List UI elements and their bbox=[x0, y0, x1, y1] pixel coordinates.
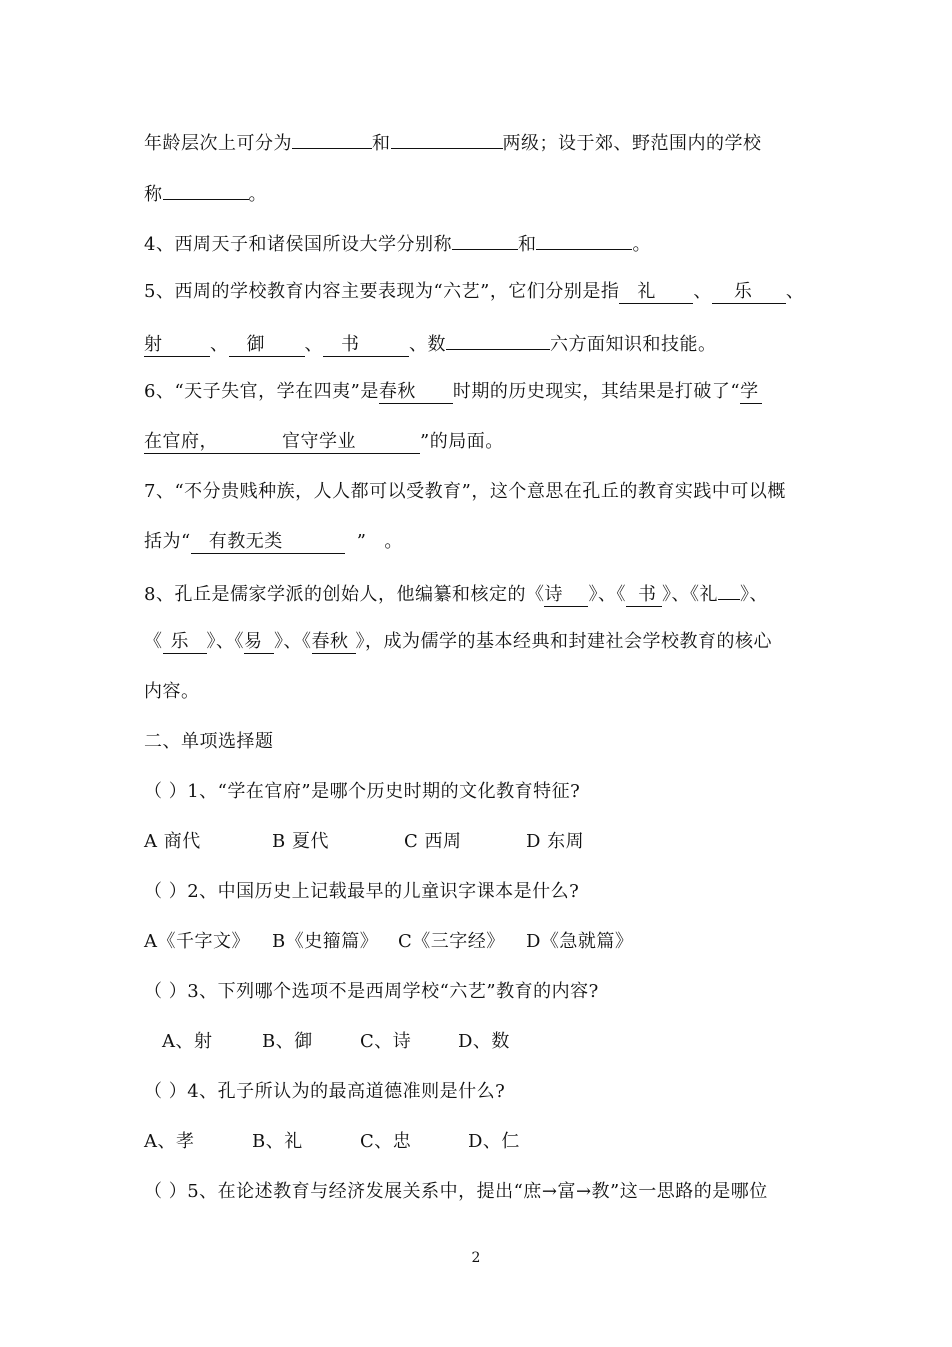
q8-text-1: 8、孔丘是儒家学派的创始人，他编纂和核定的《 bbox=[144, 584, 545, 605]
q4-text-3: 。 bbox=[632, 234, 651, 255]
q7-line1 bbox=[144, 477, 786, 507]
mc-q3-option-b[interactable]: B、御 bbox=[262, 1031, 313, 1052]
mc-q1-option-b[interactable]: B 夏代 bbox=[272, 831, 329, 852]
q5-answer-1[interactable] bbox=[619, 281, 693, 304]
q8-sep-1: 》、《 bbox=[588, 584, 626, 605]
q8-sep-5: 》、《 bbox=[274, 631, 312, 652]
q5-answer-5-text: 书 bbox=[341, 334, 360, 355]
q5-answer-4[interactable] bbox=[229, 334, 305, 357]
q8-answer-3[interactable] bbox=[718, 577, 740, 600]
mc-q1-option-c[interactable]: C 西周 bbox=[404, 831, 462, 852]
q5-answer-2[interactable] bbox=[712, 281, 786, 304]
mc-q3-options bbox=[144, 1027, 510, 1057]
q8-sep-4: 》、《 bbox=[206, 631, 244, 652]
q5-answer-1-text: 礼 bbox=[637, 281, 656, 302]
mc-q1-option-d[interactable]: D 东周 bbox=[526, 831, 585, 852]
q3-blank-3[interactable] bbox=[163, 177, 249, 200]
q5-answer-3-text: 射 bbox=[144, 334, 163, 355]
q5-text-1: 5、西周的学校教育内容主要表现为“六艺”，它们分别是指 bbox=[144, 281, 620, 302]
q3-text-1: 年龄层次上可分为 bbox=[144, 133, 292, 154]
q6-text-1: 6、“天子失官，学在四夷”是 bbox=[144, 381, 379, 402]
q8-answer-1-text: 诗 bbox=[544, 584, 563, 605]
q7-text-1: 7、“不分贵贱种族，人人都可以受教育”，这个意思在孔丘的教育实践中可以概 bbox=[144, 481, 786, 502]
mc-q2-options bbox=[144, 927, 633, 957]
q8-text-2: 《 bbox=[144, 631, 163, 652]
q3-text-4: 称 bbox=[144, 184, 163, 205]
q8-answer-2[interactable] bbox=[626, 584, 662, 607]
mc-q1-options bbox=[144, 827, 584, 857]
q5-answer-3[interactable] bbox=[144, 334, 210, 357]
q7-answer-1[interactable] bbox=[191, 531, 345, 554]
q8-sep-3: 》、 bbox=[739, 584, 768, 605]
q5-sep-3: 、 bbox=[210, 334, 229, 355]
q3-cont-line1 bbox=[144, 126, 762, 156]
q4-text-1: 4、西周天子和诸侯国所设大学分别称 bbox=[144, 234, 452, 255]
q5-sep-1: 、 bbox=[693, 281, 712, 302]
q6-answer-2a[interactable] bbox=[740, 381, 762, 404]
q6-answer-2a-text: 学 bbox=[740, 381, 759, 402]
q5-sep-4: 、 bbox=[304, 334, 323, 355]
mc-q3-option-c[interactable]: C、诗 bbox=[360, 1031, 412, 1052]
q6-answer-2b-text2: 官守学业 bbox=[282, 431, 356, 452]
q5-answer-2-text: 乐 bbox=[733, 281, 753, 302]
q3-blank-2[interactable] bbox=[391, 126, 503, 149]
q5-answer-5[interactable] bbox=[323, 334, 409, 357]
q7-answer-1-text: 有教无类 bbox=[208, 531, 283, 552]
q6-answer-2b[interactable] bbox=[144, 431, 420, 454]
q8-text-3: 内容。 bbox=[144, 681, 200, 702]
q8-line1 bbox=[144, 577, 768, 607]
q5-sep-2: 、 bbox=[785, 281, 805, 302]
mc-q2-option-c[interactable]: C《三字经》 bbox=[398, 931, 505, 952]
mc-q4-option-d[interactable]: D、仁 bbox=[468, 1131, 520, 1152]
section-2-heading: 二、单项选择题 bbox=[144, 731, 274, 752]
mc-q4-options bbox=[144, 1127, 520, 1157]
q4-line bbox=[144, 227, 651, 257]
q8-line2 bbox=[144, 627, 772, 657]
mc-q4-option-c[interactable]: C、忠 bbox=[360, 1131, 412, 1152]
q3-blank-1[interactable] bbox=[292, 126, 372, 149]
q5-answer-4-text: 御 bbox=[246, 334, 265, 355]
q8-answer-1[interactable] bbox=[544, 584, 588, 607]
q8-answer-6-text: 春秋 bbox=[311, 631, 349, 652]
q8-sep-6: 》，成为儒学的基本经典和封建社会学校教育的核心 bbox=[355, 631, 772, 652]
mc-q2-option-a[interactable]: A《千字文》 bbox=[144, 931, 250, 952]
q6-line2 bbox=[144, 427, 504, 457]
q7-line2 bbox=[144, 527, 403, 557]
q8-answer-6[interactable] bbox=[312, 631, 356, 654]
q8-answer-4-text: 乐 bbox=[170, 631, 189, 652]
mc-q5-stem: （ ）5、在论述教育与经济发展关系中，提出“庶→富→教”这一思路的是哪位 bbox=[144, 1181, 768, 1202]
q7-text-4: 。 bbox=[384, 531, 403, 552]
q8-answer-4[interactable] bbox=[163, 631, 207, 654]
q6-line1 bbox=[144, 377, 762, 407]
q6-text-2: 时期的历史现实，其结果是打破了“ bbox=[452, 381, 741, 402]
q6-answer-2b-text1: 在官府， bbox=[144, 431, 218, 452]
mc-q4-option-b[interactable]: B、礼 bbox=[252, 1131, 303, 1152]
q5-line1 bbox=[144, 277, 804, 307]
q7-text-3: ” bbox=[356, 531, 367, 552]
q3-text-5: 。 bbox=[248, 184, 267, 205]
mc-q2-stem: （ ）2、中国历史上记载最早的儿童识字课本是什么? bbox=[144, 881, 580, 902]
mc-q1-stem: （ ）1、“学在官府”是哪个历史时期的文化教育特征? bbox=[144, 781, 581, 802]
q7-text-2: 括为“ bbox=[144, 531, 191, 552]
q4-text-2: 和 bbox=[517, 234, 537, 255]
q8-answer-2-text: 书 bbox=[637, 584, 657, 605]
q6-text-end: ”的局面。 bbox=[420, 431, 504, 452]
mc-q2-option-d[interactable]: D《急就篇》 bbox=[526, 931, 634, 952]
page-number: 2 bbox=[471, 1250, 481, 1266]
q6-answer-1-text: 春秋 bbox=[378, 381, 416, 402]
q6-answer-1[interactable] bbox=[379, 381, 453, 404]
q3-cont-line2 bbox=[144, 177, 267, 207]
q8-answer-5-text: 易 bbox=[244, 631, 263, 652]
mc-q4-stem: （ ）4、孔子所认为的最高道德准则是什么? bbox=[144, 1081, 506, 1102]
q8-sep-2: 》、《礼 bbox=[661, 584, 718, 605]
q5-line2 bbox=[144, 327, 717, 357]
q5-text-end: 六方面知识和技能。 bbox=[550, 334, 717, 355]
mc-q3-option-a[interactable]: A、射 bbox=[162, 1031, 213, 1052]
q4-blank-1[interactable] bbox=[452, 227, 518, 250]
mc-q3-stem: （ ）3、下列哪个选项不是西周学校“六艺”教育的内容? bbox=[144, 981, 599, 1002]
q3-text-2: 和 bbox=[372, 133, 391, 154]
q5-sep-5: 、数 bbox=[409, 334, 446, 355]
q5-answer-6[interactable] bbox=[446, 327, 550, 350]
mc-q3-option-d[interactable]: D、数 bbox=[458, 1031, 510, 1052]
mc-q1-option-a[interactable]: A 商代 bbox=[144, 831, 201, 852]
mc-q4-option-a[interactable]: A、孝 bbox=[144, 1131, 195, 1152]
q8-line3 bbox=[144, 677, 200, 707]
q8-answer-5[interactable] bbox=[244, 631, 274, 654]
q3-text-3: 两级；设于郊、野范围内的学校 bbox=[502, 133, 762, 154]
mc-q2-option-b[interactable]: B《史籀篇》 bbox=[272, 931, 379, 952]
q4-blank-2[interactable] bbox=[536, 227, 632, 250]
